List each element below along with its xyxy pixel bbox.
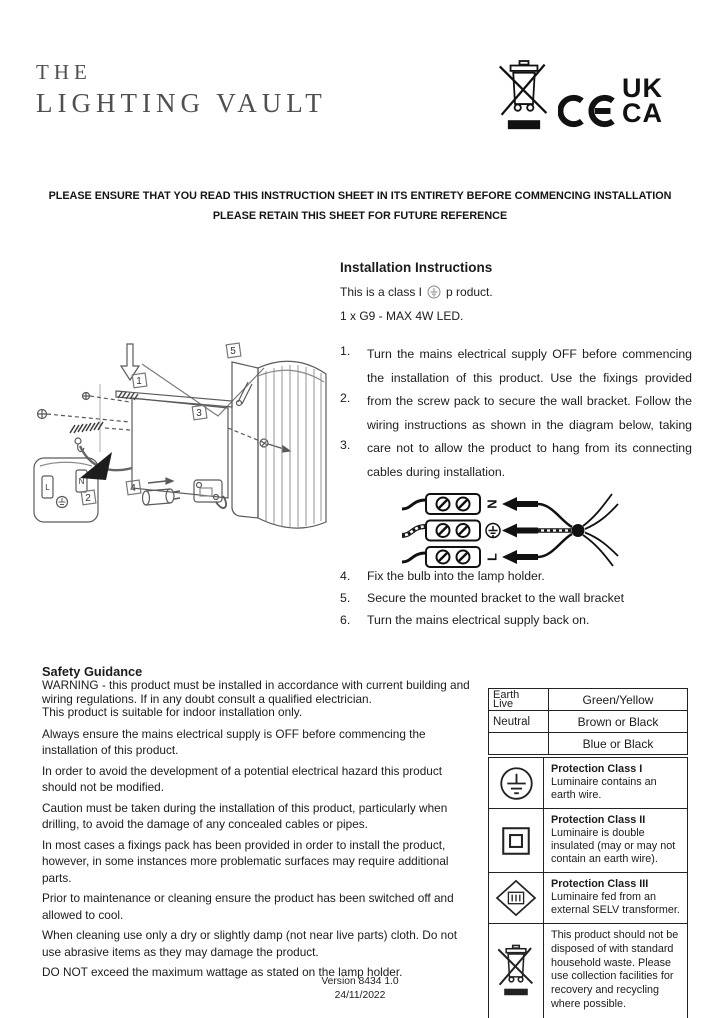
safety-warning: WARNING - this product must be installed in accordance with current building and wiring regulations. If in any doubt consult a qualified electrician. [42, 678, 470, 706]
step-number: 1. [340, 344, 351, 358]
safety-paragraph: Always ensure the mains electrical supply is OFF before commencing the installation of this product. [42, 726, 426, 757]
version-footer [0, 975, 720, 1003]
double-square-icon [499, 824, 533, 858]
wire-colour-cell: Green/Yellow [582, 692, 654, 707]
class-line-prefix: This is a class I [340, 285, 423, 299]
protection-class-title: Protection Class I [551, 763, 643, 775]
list-item [340, 569, 624, 583]
steps-4-6 [340, 569, 624, 635]
table-row [489, 924, 687, 1018]
ukca-line1: UK [622, 73, 663, 103]
read-first-notice [0, 186, 720, 226]
earth-circle-icon [498, 765, 535, 802]
brand-logo [36, 60, 327, 119]
safety-indoor: This product is suitable for indoor installation only. [42, 705, 303, 719]
product-class-line [340, 285, 493, 299]
wiring-diagram [400, 488, 630, 573]
list-item [340, 613, 624, 627]
table-row [489, 733, 687, 754]
brand-logo-line1: THE [36, 60, 92, 84]
callout-5: 5 [230, 346, 236, 357]
table-row [489, 711, 687, 733]
table-row [489, 873, 687, 924]
step-number: 5. [340, 591, 351, 605]
wire-label-cell [489, 689, 549, 710]
neutral-label: N [484, 499, 500, 509]
wire-colour-cell: Blue or Black [582, 736, 654, 751]
step-text: Turn the mains electrical supply back on. [367, 613, 590, 627]
step-text: Fix the bulb into the lamp holder. [367, 569, 545, 583]
safety-paragraph: When cleaning use only a dry or slightly damp (not near live parts) cloth. Do not use abrasive items as they may damage the product. [42, 928, 458, 959]
ukca-line2: CA [622, 98, 663, 128]
protection-class-title: Protection Class II [551, 814, 646, 826]
safety-paragraph: In order to avoid the development of a potential electrical hazard this product should not be modified. [42, 763, 443, 794]
earth-symbol-icon [427, 285, 441, 299]
class-line-suffix: p roduct. [446, 285, 493, 299]
protection-class-2-icon-cell [489, 809, 544, 872]
notice-line2: PLEASE RETAIN THIS SHEET FOR FUTURE REFERENCE [212, 210, 508, 222]
brand-logo-line2: LIGHTING VAULT [36, 88, 327, 118]
wire-direction-arrows [502, 497, 538, 564]
steps-1-3 [340, 343, 692, 484]
weee-bin-icon [498, 58, 550, 134]
lamp-spec: 1 x G9 - MAX 4W LED. [340, 309, 464, 323]
inset-neutral-label: N [78, 477, 85, 486]
notice-line1: PLEASE ENSURE THAT YOU READ THIS INSTRUCTION SHEET IN ITS ENTIRETY BEFORE COMMENCING INSTALLATION [48, 190, 672, 202]
diamond-three-icon [495, 879, 537, 917]
ce-mark-icon [558, 80, 620, 142]
step-number: 3. [340, 438, 351, 452]
callout-1: 1 [136, 376, 142, 387]
inset-live-label: L [45, 483, 50, 492]
table-row [489, 689, 687, 711]
step-number: 6. [340, 613, 351, 627]
live-label: L [484, 553, 500, 561]
safety-paragraph: DO NOT exceed the maximum wattage as stated on the lamp holder. [42, 965, 403, 979]
ukca-mark [622, 73, 663, 128]
callout-3: 3 [196, 408, 202, 419]
wire-label-earth: Earth [493, 688, 520, 701]
exploded-assembly-diagram [26, 340, 341, 535]
protection-class-desc: Luminaire fed from an external SELV transformer. [551, 891, 680, 916]
version-date: 24/11/2022 [334, 990, 386, 1001]
table-row [489, 758, 687, 809]
protection-class-desc: Luminaire is double insulated (may or may not contain an earth wire). [551, 827, 676, 865]
safety-paragraph: Prior to maintenance or cleaning ensure the product has been switched off and allowed to cool. [42, 891, 454, 922]
table-row [489, 809, 687, 873]
step-text: Secure the mounted bracket to the wall bracket [367, 591, 625, 605]
wire-colour-table [488, 688, 688, 755]
safety-guidance-section [42, 664, 472, 985]
step-number: 4. [340, 569, 351, 583]
version-text: Version 8434 1.0 [321, 976, 399, 987]
list-item [340, 591, 624, 605]
callout-2: 2 [85, 493, 91, 504]
weee-disposal-text: This product should not be disposed of with standard household waste. Please use collection facilities for recovery and recycling where possible. [551, 929, 679, 1010]
step-number: 2. [340, 391, 351, 405]
earth-symbol-icon [486, 524, 500, 538]
protection-class-2-text [544, 809, 687, 872]
safety-title: Safety Guidance [42, 664, 143, 679]
installation-title: Installation Instructions [340, 260, 493, 275]
protection-class-1-icon-cell [489, 758, 544, 808]
wire-label-live: Live [493, 697, 514, 710]
safety-paragraph: In most cases a fixings pack has been provided in order to install the product, however, in some instances more problematic surfaces may require additional parts. [42, 837, 449, 885]
wire-colour-cell: Brown or Black [577, 714, 659, 729]
protection-class-3-text [544, 873, 687, 923]
safety-paragraph: Caution must be taken during the installation of this product, particularly when drilling, to avoid the damage of any concealed cables or pipes. [42, 800, 448, 831]
protection-class-1-text [544, 758, 687, 808]
protection-class-3-icon-cell [489, 873, 544, 923]
protection-class-title: Protection Class III [551, 878, 649, 890]
callout-4: 4 [130, 483, 136, 494]
weee-icon-cell [489, 924, 544, 1018]
wire-label-cell: Neutral [489, 711, 549, 732]
wire-label-cell [489, 733, 549, 754]
protection-class-desc: Luminaire contains an earth wire. [551, 776, 657, 801]
steps-1-3-text: Turn the mains electrical supply OFF before commencing the installation of this product. Use the fixings provided from the screw pack to secure the wall bracket. Follow the wiring instructions as shown in the diagram below, taking care not to allow the product to hang from its connecting cables during installation. [367, 347, 692, 479]
